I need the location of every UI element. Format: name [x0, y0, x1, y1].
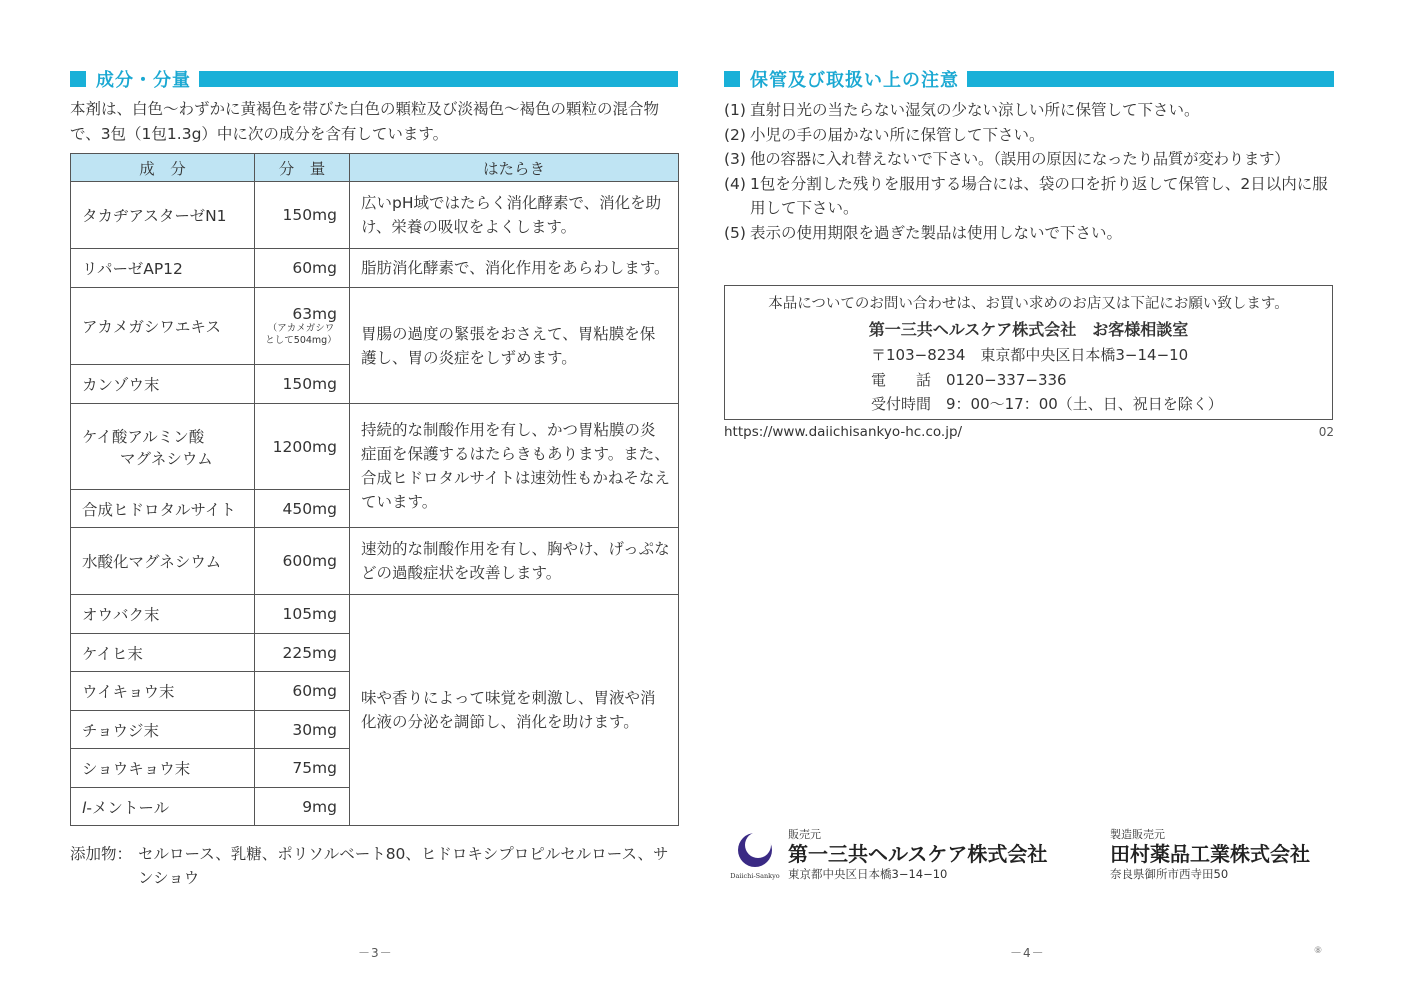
ingredient-function: 脂肪消化酵素で、消化作用をあらわします。: [350, 249, 679, 288]
ingredient-name: タカヂアスターゼN1: [71, 182, 255, 249]
storage-section-header: [724, 68, 1334, 90]
section-marker-square: [70, 71, 86, 87]
daiichi-sankyo-logo: [730, 832, 780, 880]
ingredients-table: [70, 153, 679, 826]
note-number: (5): [724, 223, 746, 242]
ingredient-name: ケイ酸アルミン酸: [82, 427, 205, 446]
ingredient-name: 水酸化マグネシウム: [71, 528, 255, 595]
note-text: 小児の手の届かない所に保管して下さい。: [750, 125, 1045, 144]
note-text: 他の容器に入れ替えないで下さい。（誤用の原因になったり品質が変わります）: [750, 150, 1290, 168]
contact-box: [724, 285, 1333, 420]
page-number: －3－: [358, 946, 393, 960]
additives: [70, 842, 680, 890]
right-page: [724, 0, 1334, 992]
ingredient-name-italic-prefix: l: [82, 798, 87, 817]
ingredient-amount: 9mg: [255, 788, 350, 826]
ingredient-name: チョウジ末: [71, 711, 255, 749]
header-amount: 分 量: [255, 154, 350, 182]
ingredient-amount: 30mg: [255, 711, 350, 749]
note-number: (1): [724, 101, 746, 119]
additives-text: セルロース、乳糖、ポリソルベート80、ヒドロキシプロピルセルロース、サンショウ: [138, 845, 669, 887]
list-item: [724, 123, 1334, 148]
additives-label: 添加物：: [70, 845, 133, 863]
ingredients-title: 成分・分量: [96, 70, 191, 91]
table-row: [71, 595, 679, 634]
ingredient-amount: 75mg: [255, 749, 350, 788]
ingredient-name: ショウキョウ末: [71, 749, 255, 788]
ingredient-name: ウイキョウ末: [71, 672, 255, 711]
left-page: [70, 0, 678, 992]
ingredient-name-line2: マグネシウム: [120, 449, 213, 468]
contact-company: 第一三共ヘルスケア株式会社 お客様相談室: [868, 320, 1189, 339]
ingredient-amount: 60mg: [255, 672, 350, 711]
list-item: [724, 221, 1334, 246]
ingredient-name-cell: [71, 404, 255, 490]
note-text: 直射日光の当たらない湿気の少ない涼しい所に保管して下さい。: [750, 101, 1200, 119]
ingredient-amount: 150mg: [255, 182, 350, 249]
ingredient-amount: 1200mg: [255, 404, 350, 490]
crescent-logo-icon: [737, 832, 773, 868]
contact-phone: 電 話 0120−337−336: [871, 371, 1067, 389]
seller-info: [788, 828, 1047, 881]
section-header-bar: [967, 71, 1334, 87]
list-item: [724, 172, 1334, 221]
note-text: 1包を分割した残りを服用する場合には、袋の口を折り返して保管し、2日以内に服用して下さい。: [750, 174, 1328, 217]
table-row: [71, 404, 679, 490]
ingredient-amount-cell: [255, 288, 350, 365]
ingredient-amount: 450mg: [255, 490, 350, 528]
note-text: 表示の使用期限を過ぎた製品は使用しないで下さい。: [750, 223, 1123, 242]
ingredient-amount: 225mg: [255, 634, 350, 672]
contact-hours: 受付時間 9：00～17：00（土、日、祝日を除く）: [871, 395, 1223, 413]
ingredient-name: 合成ヒドロタルサイト: [71, 490, 255, 528]
table-row: [71, 249, 679, 288]
ingredient-name: アカメガシワエキス: [71, 288, 255, 365]
storage-title: 保管及び取扱い上の注意: [750, 70, 959, 91]
ingredients-section-header: [70, 68, 678, 90]
list-item: [724, 98, 1334, 123]
seller-name: 第一三共ヘルスケア株式会社: [788, 842, 1048, 866]
ingredient-function: 持続的な制酸作用を有し、かつ胃粘膜の炎症面を保護するはたらきもあります。また、合成ヒドロタルサイトは速効性もかねそなえています。: [350, 404, 679, 528]
header-ingredient: 成 分: [71, 154, 255, 182]
list-item: [724, 147, 1334, 172]
note-number: (2): [724, 125, 746, 144]
manufacturer-info: [1110, 828, 1310, 881]
contact-address: 〒103−8234 東京都中央区日本橋3−14−10: [871, 346, 1189, 364]
manufacturer-role: 製造販売元: [1110, 828, 1165, 841]
manufacturer-address: 奈良県御所市西寺田50: [1110, 867, 1229, 881]
ingredient-amount: 105mg: [255, 595, 350, 634]
ingredient-amount: 63mg: [292, 305, 337, 323]
storage-notes: [724, 98, 1334, 245]
section-marker-square: [724, 71, 740, 87]
ingredient-amount: 150mg: [255, 365, 350, 404]
ingredient-name: オウバク末: [71, 595, 255, 634]
table-row: [71, 288, 679, 365]
ingredient-name: カンゾウ末: [71, 365, 255, 404]
ingredient-function: 胃腸の過度の緊張をおさえて、胃粘膜を保護し、胃の炎症をしずめます。: [350, 288, 679, 404]
ingredient-name: ケイヒ末: [71, 634, 255, 672]
ingredient-amount: 60mg: [255, 249, 350, 288]
header-function: はたらき: [350, 154, 679, 182]
ingredient-function: 味や香りによって味覚を刺激し、胃液や消化液の分泌を調節し、消化を助けます。: [350, 595, 679, 826]
print-mark: ⑧: [1314, 946, 1323, 956]
ingredient-function: 広いpH域ではたらく消化酵素で、消化を助け、栄養の吸収をよくします。: [350, 182, 679, 249]
ingredient-amount-note: （アカメガシワとして504mg）: [265, 323, 337, 346]
table-header-row: [71, 154, 679, 182]
document-code: 02: [1318, 425, 1334, 439]
seller-role: 販売元: [788, 828, 821, 841]
ingredient-amount: 600mg: [255, 528, 350, 595]
section-header-bar: [199, 71, 678, 87]
ingredient-name: リパーゼAP12: [71, 249, 255, 288]
table-row: [71, 528, 679, 595]
page-number: －4－: [1010, 946, 1045, 960]
ingredient-name: -メントール: [86, 798, 170, 817]
ingredient-name-cell: [71, 788, 255, 826]
ingredient-function: 速効的な制酸作用を有し、胸やけ、げっぷなどの過酸症状を改善します。: [350, 528, 679, 595]
note-number: (3): [724, 150, 746, 168]
contact-intro: 本品についてのお問い合わせは、お買い求めのお店又は下記にお願い致します。: [768, 296, 1289, 312]
ingredients-intro: 本剤は、白色～わずかに黄褐色を帯びた白色の顆粒及び淡褐色～褐色の顆粒の混合物で、3包（1包1.3g）中に次の成分を含有しています。: [70, 100, 660, 143]
table-row: [71, 182, 679, 249]
website-link[interactable]: https://www.daiichisankyo-hc.co.jp/: [724, 424, 963, 440]
manufacturer-name: 田村薬品工業株式会社: [1110, 842, 1310, 866]
seller-address: 東京都中央区日本橋3−14−10: [788, 867, 948, 881]
note-number: (4): [724, 174, 746, 193]
logo-text: Daiichi-Sankyo: [730, 872, 780, 880]
